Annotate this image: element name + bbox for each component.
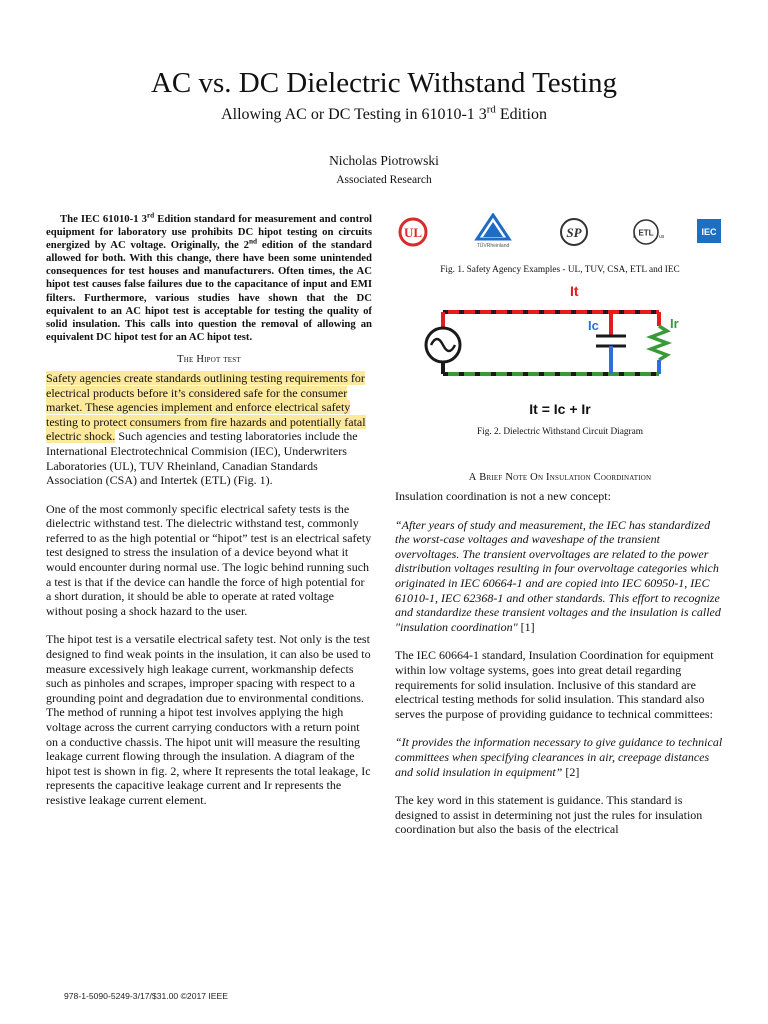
paragraph-key-word: The key word in this statement is guidance. This standard is designed to assist in determining not just the rules for insulation coordination but also the basis of the electrical bbox=[395, 793, 703, 837]
figure-1-caption: Fig. 1. Safety Agency Examples - UL, TUV, CSA, ETL and IEC bbox=[440, 265, 680, 275]
paragraph-insulation-intro: Insulation coordination is not a new concept: bbox=[395, 489, 611, 503]
circuit-diagram bbox=[395, 282, 725, 430]
h-rest-2: ote bbox=[513, 472, 528, 483]
section-heading-insulation bbox=[395, 472, 725, 483]
quote-text-2: “It provides the information necessary to give guidance to technical committees when specifying clearances in air, creepage distances and solid insulation in equipment” bbox=[395, 735, 723, 779]
subtitle-text-end: Edition bbox=[495, 106, 547, 123]
paragraph-hipot-versatile: The hipot test is a versatile electrical safety test. Not only is the test designed to find weak points in the insulation, it can also be used to measure excessively high leakage current, workmanship defects such as pinholes and scrapes, improper spacing with respect to a grounding point and degradation due to environmental conditions. The method of running a hipot test involves applying the high voltage across the current carrying conductors with a return point on a conductive chassis. The hipot unit will measure the resulting leakage current flowing through the insulation. A diagram of the hipot test is shown in fig. 2, where It represents the total leakage, Ic represents the capacitive leakage current and Ir represents the resistive leakage current element. bbox=[46, 632, 371, 807]
highlighted-text: Safety agencies create standards outlining testing requirements for electrical products before it’s considered safe for the consumer market. These agencies implement and enforce electrical safety testing to protect consumers from fire hazards and potentially fatal electric shock. bbox=[46, 370, 366, 444]
citation-2: [2] bbox=[562, 764, 580, 779]
svg-text:UL: UL bbox=[403, 225, 423, 240]
label-it: It bbox=[570, 283, 579, 299]
iec-logo bbox=[697, 219, 721, 243]
abstract-sup-1: rd bbox=[146, 211, 155, 220]
etl-logo bbox=[631, 217, 665, 247]
quote-guidance bbox=[395, 735, 725, 779]
svg-text:us: us bbox=[659, 234, 665, 240]
abstract-text-1: The IEC 61010-1 3 bbox=[60, 213, 147, 225]
section-heading-hipot bbox=[46, 354, 372, 365]
h-rest-1: Brief bbox=[476, 472, 503, 483]
ul-logo bbox=[398, 217, 428, 247]
svg-text:ETL: ETL bbox=[638, 228, 654, 238]
csa-logo bbox=[559, 217, 589, 247]
h-rest-4: nsulation bbox=[549, 472, 591, 483]
h-init-3: O bbox=[530, 472, 538, 483]
copyright-footer: 978-1-5090-5249-3/17/$31.00 ©2017 IEEE bbox=[64, 991, 229, 1001]
safety-logos bbox=[395, 205, 725, 257]
abstract-text-3: edition of the standard allowed for both. With this change, there have been some unintended consequences for test houses and manufacturers. Often times, the AC hipot test causes false failures due to the capacitance of input and EMI filters. Furthermore, various studies have shown that the DC equivalent to an AC hipot test is acceptable for testing the quality of solid insulation. This calls into question the removal of allowing an equivalent DC hipot test for an AC hipot test. bbox=[46, 239, 373, 343]
h-rest-5: oordination bbox=[600, 472, 652, 483]
svg-text:c: c bbox=[633, 234, 636, 240]
heading-initial: T bbox=[177, 353, 184, 365]
subtitle-sup: rd bbox=[486, 103, 496, 116]
author-affiliation: Associated Research bbox=[336, 174, 432, 186]
tuv-logo bbox=[473, 213, 513, 249]
label-ir: Ir bbox=[670, 316, 679, 331]
circuit-svg bbox=[395, 282, 725, 430]
svg-text:TÜVRheinland: TÜVRheinland bbox=[476, 243, 510, 249]
svg-text:IEC: IEC bbox=[701, 227, 717, 237]
paragraph-text: Such agencies and testing laboratories include the International Electrotechnical Commision (IEC), Underwriters Laboratories (UL), TUV Rheinland, Canadian Standards Association (CSA) and Intertek (ETL) (Fig. 1). bbox=[46, 429, 358, 488]
quote-text-1: “After years of study and measurement, the IEC has standardized the worst-case voltages and waveshape of the transient overvoltages. The transient overvoltages are related to the power distribution voltages resulting in four overvoltage categories which originated in IEC 60664-1 and are copied into IEC 60950-1, IEC 61010-1, IEC 62368-1 and other standards. This effort to recognize and standardize these transient voltages and the insulation is called "insulation coordination" bbox=[395, 517, 721, 634]
abstract bbox=[46, 213, 372, 344]
svg-text:SP: SP bbox=[566, 225, 582, 240]
paragraph-safety-agencies bbox=[46, 371, 372, 488]
h-rest-3: n bbox=[537, 472, 544, 483]
h-init-4: I bbox=[546, 472, 550, 483]
h-init-5: C bbox=[593, 472, 601, 483]
subtitle-text: Allowing AC or DC Testing in 61010-1 3 bbox=[221, 106, 487, 123]
abstract-sup-2: nd bbox=[248, 237, 258, 246]
abstract-text-2: Edition standard for measurement and control equipment for laboratory use prohibits DC hipot testing on circuits energized by AC voltage. Originally, the 2 bbox=[46, 213, 373, 252]
resistor bbox=[651, 326, 667, 360]
circuit-equation: It = Ic + Ir bbox=[529, 401, 591, 417]
paragraph-dielectric-test: One of the most commonly specific electrical safety tests is the dielectric withstand test. The dielectric withstand test, commonly referred to as the high potential or “hipot” test is an electrical safety test designed to stress the insulation of a device beyond what it would encounter during normal use. The logic behind running such a test is that if the device can handle the force of high potential for a short duration, it should be able to operate at rated voltage without posing a shock hazard to the user. bbox=[46, 501, 372, 618]
h-init-2: N bbox=[505, 472, 514, 483]
quote-iec-transients bbox=[395, 518, 725, 635]
h-init-1: A bbox=[468, 472, 477, 483]
author-name: Nicholas Piotrowski bbox=[329, 153, 439, 168]
left-column bbox=[46, 213, 372, 822]
figure-2-caption: Fig. 2. Dielectric Withstand Circuit Diagram bbox=[477, 427, 643, 437]
citation-1: [1] bbox=[517, 619, 535, 634]
paper-title: AC vs. DC Dielectric Withstand Testing bbox=[150, 67, 618, 99]
right-column bbox=[395, 205, 725, 851]
paper-subtitle bbox=[0, 104, 768, 126]
paragraph-iec-60664: The IEC 60664-1 standard, Insulation Coordination for equipment within low voltage systems, goes into great detail regarding requirements for solid insulation. Inclusive of this standard are electrical testing methods for solid insulation. This standard also serves the purpose of providing guidance to technical committees: bbox=[395, 648, 714, 721]
label-ic: Ic bbox=[588, 318, 599, 333]
heading-rest: he Hipot test bbox=[183, 353, 241, 365]
